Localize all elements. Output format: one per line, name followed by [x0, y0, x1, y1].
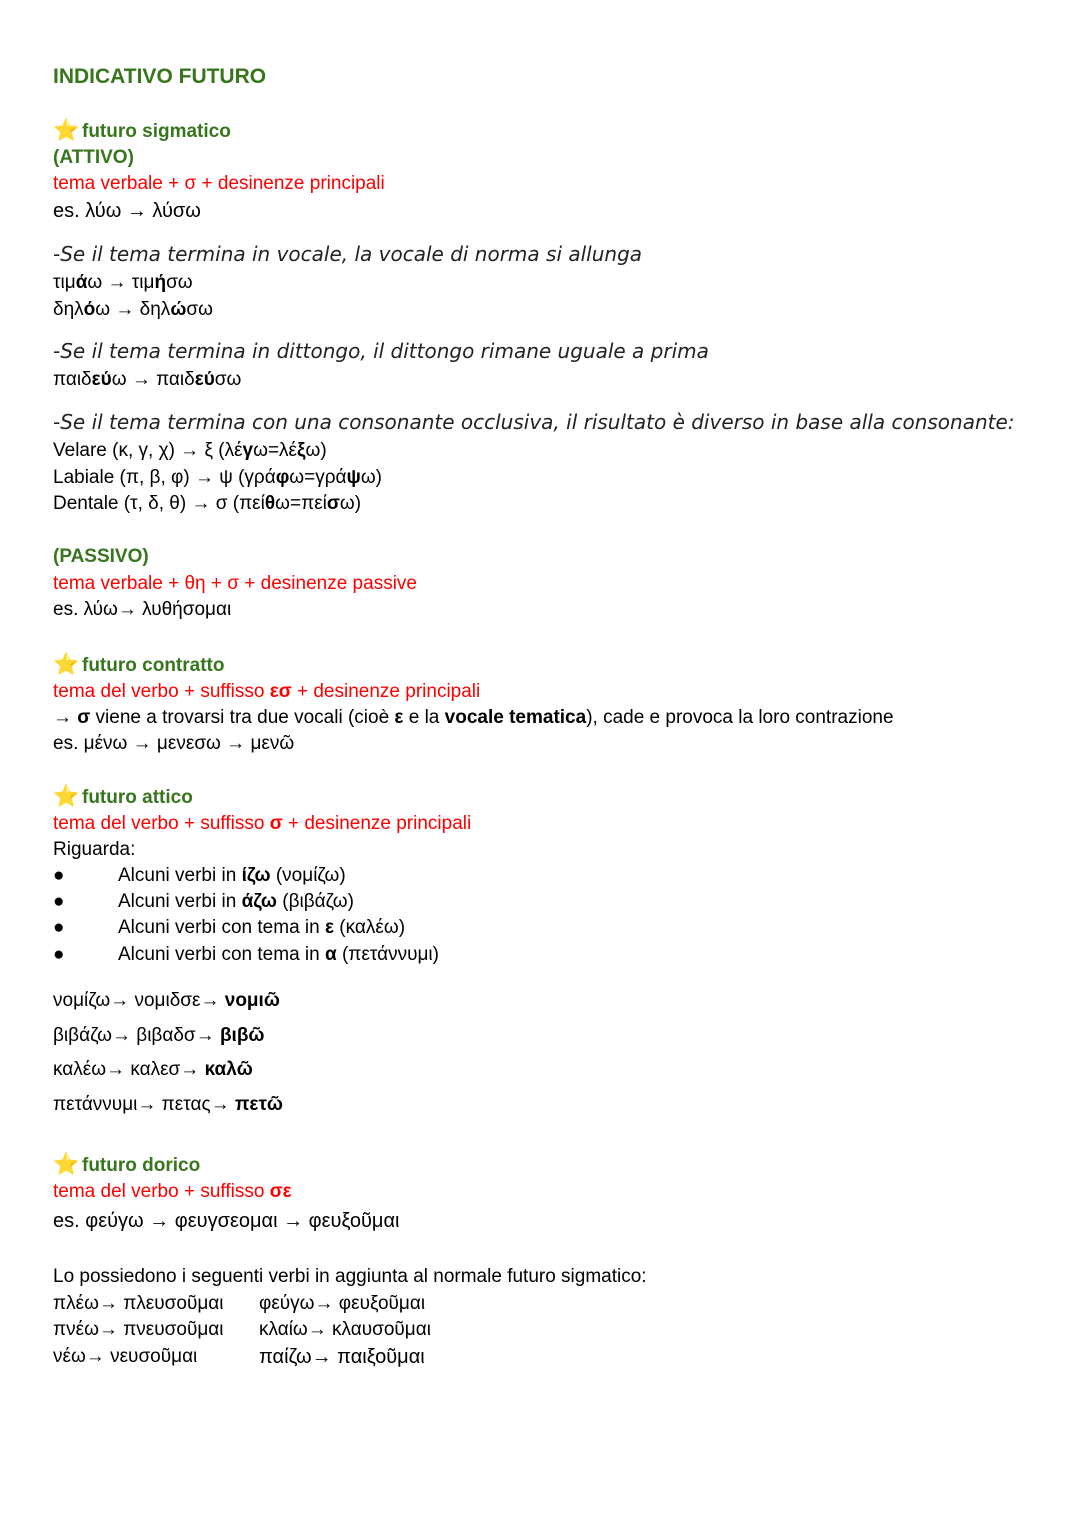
dorico-rule: [53, 1179, 292, 1205]
section-heading-attico: [53, 784, 193, 811]
bullet-icon: ●: [53, 891, 65, 912]
bold-text: εσ: [269, 681, 292, 702]
bold-text: ή: [154, 272, 167, 293]
bullet-icon: ●: [53, 865, 65, 886]
text: viene a trovarsi tra due vocali (cioè: [90, 707, 395, 728]
attivo-rule: tema verbale + σ + desinenze principali: [53, 173, 385, 194]
attico-example: [53, 1057, 253, 1083]
text: ω=γρά: [289, 467, 347, 488]
bold-text: ώ: [170, 299, 187, 320]
table-row: [53, 1317, 653, 1343]
text: (πετάννυμι): [336, 944, 439, 965]
verb-right: παίζω→ παιξοῦμαι: [259, 1346, 425, 1368]
text: καλέω→ καλεσ→: [53, 1059, 205, 1080]
text: Labiale (π, β, φ) → ψ (γρά: [53, 467, 276, 488]
bold-text: ό: [83, 299, 96, 320]
text: τιμ: [53, 272, 76, 293]
list-item-text: [118, 889, 354, 915]
attivo-example: es. λύω → λύσω: [53, 200, 201, 222]
verb-left: νέω→ νευσοῦμαι: [53, 1346, 198, 1367]
passivo-rule: tema verbale + θη + σ + desinenze passive: [53, 573, 417, 594]
vocale-note: -Se il tema termina in vocale, la vocale di norma si allunga: [53, 242, 643, 266]
list-item-text: [118, 863, 346, 889]
text: tema del verbo + suffisso: [53, 1181, 270, 1202]
section-heading-sigmatico: [53, 118, 231, 145]
verb-left: πλέω→ πλευσοῦμαι: [53, 1293, 224, 1314]
text: ), cade e provoca la loro contrazione: [586, 707, 894, 728]
bold-text: ίζω: [241, 865, 271, 886]
bullet-icon: ●: [53, 917, 65, 938]
bold-text: ξ: [297, 440, 306, 461]
attico-example: [53, 988, 280, 1014]
bold-text: ψ: [346, 467, 361, 488]
velare-line: [53, 438, 327, 464]
verb-left: πνέω→ πνευσοῦμαι: [53, 1319, 224, 1340]
list-item-text: [118, 942, 439, 968]
text: (βιβάζω): [276, 891, 354, 912]
text: + desinenze principali: [282, 813, 472, 834]
page-title: INDICATIVO FUTURO: [53, 65, 267, 88]
dittongo-example: [53, 367, 241, 393]
text: Alcuni verbi in: [118, 865, 242, 886]
contratto-note: [53, 705, 894, 731]
attico-rule: [53, 811, 471, 837]
vocale-example-2: [53, 297, 213, 323]
contratto-example: es. μένω → μενεσω → μενῶ: [53, 733, 295, 754]
text: Velare (κ, γ, χ) → ξ (λέ: [53, 440, 243, 461]
text: παιδ: [53, 369, 92, 390]
dentale-line: [53, 491, 361, 517]
list-item-text: [118, 915, 405, 941]
section-heading-contratto: [53, 652, 224, 679]
heading-text: futuro attico: [82, 787, 193, 808]
riguarda-label: Riguarda:: [53, 839, 136, 860]
text: Alcuni verbi con tema in: [118, 944, 325, 965]
text: tema del verbo + suffisso: [53, 681, 270, 702]
text: ω): [360, 467, 383, 488]
text: δηλ: [53, 299, 84, 320]
bold-text: σ: [326, 493, 340, 514]
text: σω: [214, 369, 242, 390]
labiale-line: [53, 465, 382, 491]
text: Alcuni verbi con tema in: [118, 917, 325, 938]
star-icon: ⭐: [53, 785, 80, 808]
text: tema del verbo + suffisso: [53, 813, 270, 834]
text: ω=λέ: [253, 440, 298, 461]
bold-text: α: [325, 944, 337, 965]
text: ω → τιμ: [87, 272, 155, 293]
bold-text: νομιῶ: [224, 990, 280, 1011]
text: + desinenze principali: [291, 681, 481, 702]
star-icon: ⭐: [53, 119, 80, 142]
text: (νομίζω): [270, 865, 346, 886]
dorico-intro: Lo possiedono i seguenti verbi in aggiunta al normale futuro sigmatico:: [53, 1266, 647, 1287]
bold-text: γ: [242, 440, 254, 461]
dorico-example: es. φεύγω → φευγσεομαι → φευξοῦμαι: [53, 1210, 400, 1232]
bold-text: καλῶ: [204, 1059, 253, 1080]
text: ω): [305, 440, 327, 461]
text: (καλέω): [334, 917, 406, 938]
bold-text: ε: [394, 707, 404, 728]
star-icon: ⭐: [53, 1153, 80, 1176]
bold-text: ά: [75, 272, 88, 293]
heading-text: futuro sigmatico: [82, 121, 231, 142]
text: →: [53, 707, 78, 728]
verb-right: κλαίω→ κλαυσοῦμαι: [259, 1319, 431, 1340]
bold-text: ε: [325, 917, 335, 938]
attico-example: [53, 1092, 283, 1118]
bold-text: σ: [269, 813, 283, 834]
attico-example: [53, 1023, 264, 1049]
text: πετάννυμι→ πετας→: [53, 1094, 235, 1115]
text: βιβάζω→ βιβαδσ→: [53, 1025, 220, 1046]
table-row: [53, 1291, 653, 1317]
verb-right: φεύγω→ φευξοῦμαι: [259, 1293, 426, 1314]
text: νομίζω→ νομιδσε→: [53, 990, 225, 1011]
bold-text: εύ: [91, 369, 112, 390]
bold-text: άζω: [241, 891, 277, 912]
text: Dentale (τ, δ, θ) → σ (πεί: [53, 493, 265, 514]
table-row: [53, 1344, 653, 1370]
bold-text: φ: [275, 467, 290, 488]
text: Alcuni verbi in: [118, 891, 242, 912]
bold-text: βιβῶ: [219, 1025, 265, 1046]
text: ω): [339, 493, 362, 514]
passivo-label: (PASSIVO): [53, 546, 149, 567]
bold-text: σε: [269, 1181, 292, 1202]
passivo-example: es. λύω→ λυθήσομαι: [53, 599, 232, 620]
attivo-label: (ATTIVO): [53, 147, 134, 168]
bold-text: vocale tematica: [444, 707, 587, 728]
contratto-rule: [53, 679, 480, 705]
text: σω: [166, 272, 193, 293]
bullet-icon: ●: [53, 944, 65, 965]
bold-text: πετῶ: [234, 1094, 283, 1115]
heading-text: futuro contratto: [82, 655, 225, 676]
bold-text: εύ: [194, 369, 215, 390]
text: ω → δηλ: [95, 299, 171, 320]
section-heading-dorico: [53, 1152, 200, 1179]
text: ω=πεί: [275, 493, 327, 514]
text: σω: [186, 299, 213, 320]
text: ω → παιδ: [111, 369, 195, 390]
vocale-example-1: [53, 270, 193, 296]
heading-text: futuro dorico: [82, 1155, 201, 1176]
text: e la: [403, 707, 445, 728]
star-icon: ⭐: [53, 653, 80, 676]
dittongo-note: -Se il tema termina in dittongo, il dittongo rimane uguale a prima: [53, 339, 709, 363]
bold-text: θ: [264, 493, 276, 514]
bold-text: σ: [77, 707, 91, 728]
occlusiva-note: -Se il tema termina con una consonante occlusiva, il risultato è diverso in base alla consonante:: [53, 410, 1015, 434]
